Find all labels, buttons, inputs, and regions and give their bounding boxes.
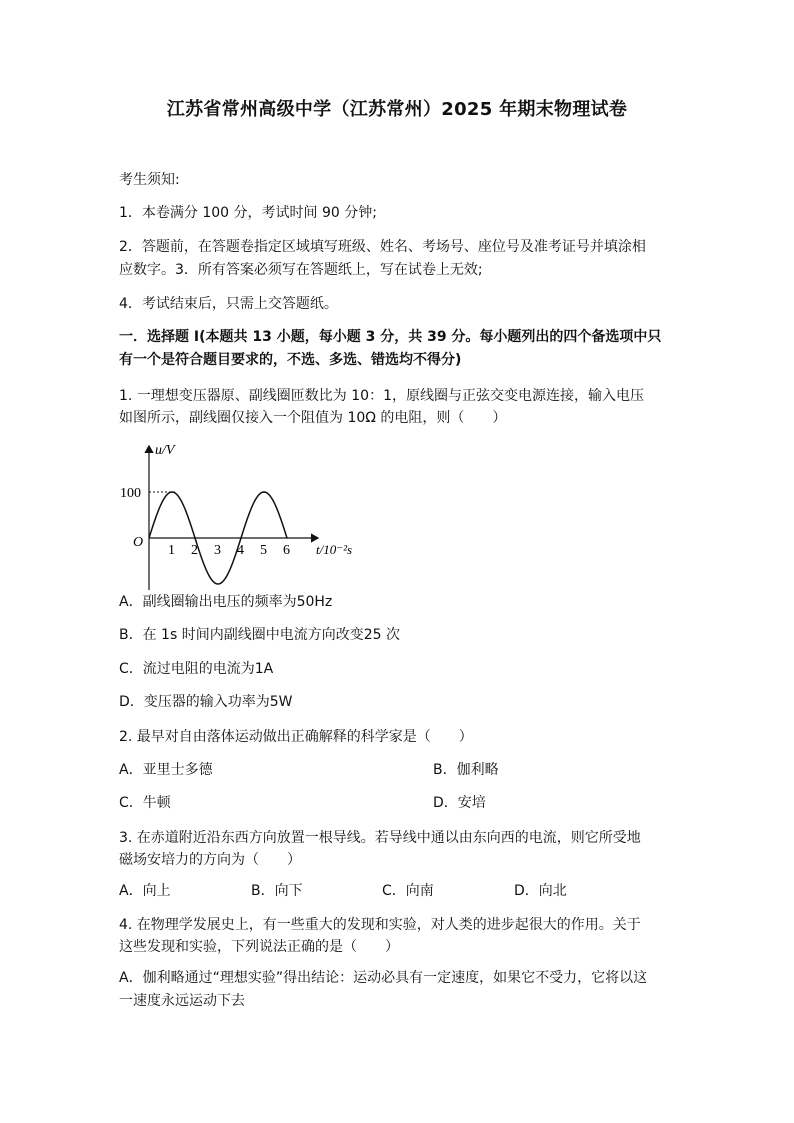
notice-item-4: 4．考试结束后，只需上交答题纸。: [119, 296, 338, 312]
origin-label: O: [133, 535, 144, 550]
x-tick-label: 5: [260, 543, 267, 558]
section1-heading-line1: 一．选择题 I(本题共 13 小题，每小题 3 分，共 39 分。每小题列出的四个备选项中只: [119, 329, 662, 345]
x-tick-label: 4: [237, 543, 244, 558]
notice-item-2-line2: 应数字。3．所有答案必须写在答题纸上，写在试卷上无效;: [119, 262, 483, 278]
x-tick-label: 2: [191, 543, 198, 558]
q1-stem-line2: 如图所示，副线圈仅接入一个阻值为 10Ω 的电阻，则（ ）: [119, 410, 507, 426]
voltage-time-graph: [118, 440, 378, 592]
notice-heading: 考生须知:: [119, 172, 180, 188]
q2-option-d: D．安培: [433, 795, 486, 811]
q1-option-a: A．副线圈输出电压的频率为50Hz: [119, 594, 333, 610]
q2-stem: 2. 最早对自由落体运动做出正确解释的科学家是（ ）: [119, 729, 473, 745]
q4-stem-line1: 4. 在物理学发展史上，有一些重大的发现和实验，对人类的进步起很大的作用。关于: [119, 917, 641, 933]
notice-item-1: 1．本卷满分 100 分，考试时间 90 分钟;: [119, 205, 377, 221]
x-tick-label: 1: [168, 543, 175, 558]
q3-stem-line2: 磁场安培力的方向为（ ）: [119, 852, 301, 868]
section1-heading-line2: 有一个是符合题目要求的，不选、多选、错选均不得分): [119, 352, 462, 368]
q1-option-d: D．变压器的输入功率为5W: [119, 694, 293, 710]
q2-option-c: C．牛顿: [119, 795, 171, 811]
notice-item-2-line1: 2．答题前，在答题卷指定区域填写班级、姓名、考场号、座位号及准考证号并填涂相: [119, 239, 646, 255]
q4-option-a-line2: 一速度永远运动下去: [119, 993, 245, 1009]
x-axis-label: t/10⁻²s: [316, 542, 353, 557]
q4-stem-line2: 这些发现和实验，下列说法正确的是（ ）: [119, 939, 399, 955]
q1-stem-line1: 1. 一理想变压器原、副线圈匝数比为 10：1，原线圈与正弦交变电源连接，输入电压: [119, 388, 644, 404]
y-axis-label: u/V: [155, 443, 175, 458]
peak-label: 100: [120, 486, 141, 501]
q4-option-a-line1: A．伽利略通过“理想实验”得出结论：运动必具有一定速度，如果它不受力，它将以这: [119, 970, 648, 986]
q1-option-c: C．流过电阻的电流为1A: [119, 661, 274, 677]
q1-option-b: B．在 1s 时间内副线圈中电流方向改变25 次: [119, 627, 400, 643]
q3-option-a: A．向上: [119, 883, 171, 899]
q3-option-c: C．向南: [382, 883, 434, 899]
q3-option-d: D．向北: [514, 883, 567, 899]
q2-option-b: B．伽利略: [433, 762, 499, 778]
q2-option-a: A．亚里士多德: [119, 762, 213, 778]
x-tick-label: 6: [283, 543, 290, 558]
q3-stem-line1: 3. 在赤道附近沿东西方向放置一根导线。若导线中通以由东向西的电流，则它所受地: [119, 830, 641, 846]
x-tick-label: 3: [214, 543, 221, 558]
q3-option-b: B．向下: [251, 883, 303, 899]
exam-title: 江苏省常州高级中学（江苏常州）2025 年期末物理试卷: [166, 99, 628, 120]
